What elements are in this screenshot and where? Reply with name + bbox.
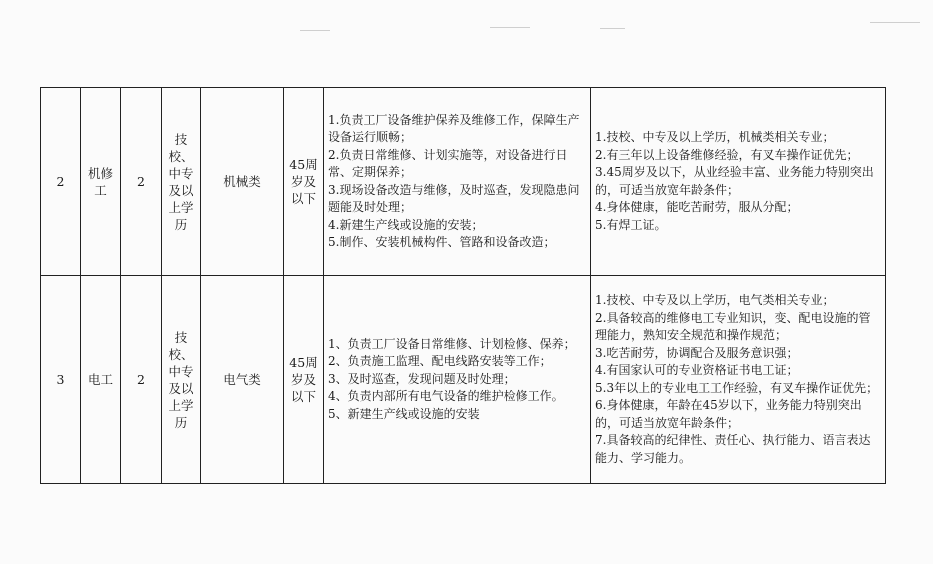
requirement-item: 7.具备较高的纪律性、责任心、执行能力、语言表达能力、学习能力。 <box>595 433 871 465</box>
scan-artifact <box>870 22 920 23</box>
duty-item: 3、及时巡查，发现问题及时处理； <box>328 371 516 386</box>
table-row <box>41 88 886 276</box>
requirement-item: 1.技校、中专及以上学历，机械类相关专业； <box>595 130 835 144</box>
position-name: 机修工 <box>81 88 121 276</box>
requirement-item: 3.45周岁及以下，从业经验丰富、业务能力特别突出的，可适当放宽年龄条件； <box>595 165 874 197</box>
requirement-item: 2.有三年以上设备维修经验，有叉车操作证优先； <box>595 147 859 162</box>
requirement-item: 4.身体健康，能吃苦耐劳，服从分配； <box>595 200 799 214</box>
job-requirements-table <box>40 87 886 484</box>
table-row <box>41 276 886 484</box>
age-limit: 45周岁及以下 <box>284 276 324 484</box>
requirement-item: 5.3年以上的专业电工工作经验，有叉车操作证优先； <box>595 380 879 395</box>
age-limit: 45周岁及以下 <box>284 88 324 276</box>
duty-item: 5、新建生产线或设施的安装 <box>328 406 480 421</box>
requirement-item: 3.吃苦耐劳，协调配合及服务意识强； <box>595 345 799 360</box>
job-duties <box>324 88 591 276</box>
scan-artifact <box>300 30 330 31</box>
duty-item: 1.负责工厂设备维护保养及维修工作，保障生产设备运行顺畅； <box>328 112 580 144</box>
row-number: 2 <box>41 88 81 276</box>
major-category: 电气类 <box>201 276 284 484</box>
major-category: 机械类 <box>201 88 284 276</box>
requirement-item: 4.有国家认可的专业资格证书电工证； <box>595 363 799 377</box>
row-number: 3 <box>41 276 81 484</box>
requirement-item: 6.身体健康，年龄在45岁以下，业务能力特别突出的，可适当放宽年龄条件； <box>595 398 862 430</box>
duty-item: 2、负责施工监理、配电线路安装等工作； <box>328 354 552 369</box>
job-requirements <box>591 88 886 276</box>
scan-artifact <box>600 28 625 29</box>
duty-item: 3.现场设备改造与维修，及时巡查，发现隐患问题能及时处理； <box>328 182 580 214</box>
duty-item: 5.制作、安装机械构件、管路和设备改造； <box>328 235 556 249</box>
requirement-item: 5.有焊工证。 <box>595 217 667 232</box>
position-name: 电工 <box>81 276 121 484</box>
duty-item: 1、负责工厂设备日常维修、计划检修、保养； <box>328 336 576 351</box>
requirement-item: 2.具备较高的维修电工专业知识，变、配电设施的管理能力，熟知安全规范和操作规范； <box>595 310 871 342</box>
education-requirement: 技校、中专及以上学历 <box>162 88 201 276</box>
duty-item: 4、负责内部所有电气设备的维护检修工作。 <box>328 389 564 404</box>
scan-artifact <box>490 27 530 28</box>
education-requirement: 技校、中专及以上学历 <box>162 276 201 484</box>
duty-item: 2.负责日常维修、计划实施等，对设备进行日常、定期保养； <box>328 147 568 179</box>
duty-item: 4.新建生产线或设施的安装； <box>328 217 484 232</box>
headcount: 2 <box>121 88 162 276</box>
requirement-item: 1.技校、中专及以上学历，电气类相关专业； <box>595 293 835 307</box>
job-duties <box>324 276 591 484</box>
job-requirements <box>591 276 886 484</box>
headcount: 2 <box>121 276 162 484</box>
